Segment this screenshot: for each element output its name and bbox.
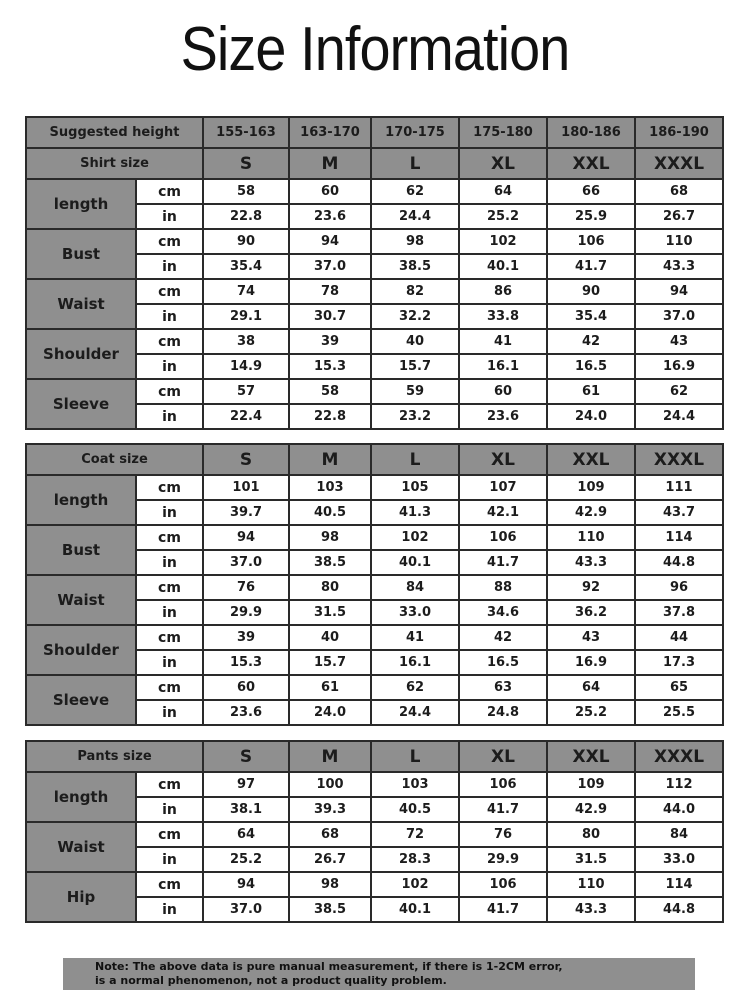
value-cell: 26.7 bbox=[635, 204, 723, 229]
unit-in: in bbox=[136, 797, 203, 822]
value-cell: 94 bbox=[203, 872, 289, 897]
value-cell: 64 bbox=[203, 822, 289, 847]
hip-label: Hip bbox=[26, 872, 136, 922]
shirt-size-table bbox=[25, 116, 724, 430]
value-cell: 37.0 bbox=[203, 897, 289, 922]
value-cell: 76 bbox=[459, 822, 547, 847]
unit-cm: cm bbox=[136, 475, 203, 500]
value-cell: 29.9 bbox=[203, 600, 289, 625]
value-cell: 68 bbox=[289, 822, 371, 847]
value-cell: 22.8 bbox=[203, 204, 289, 229]
measurement-note bbox=[63, 958, 695, 990]
coat-size-table bbox=[25, 443, 724, 726]
value-cell: 29.9 bbox=[459, 847, 547, 872]
value-cell: 22.4 bbox=[203, 404, 289, 429]
value-cell: 16.5 bbox=[459, 650, 547, 675]
value-cell: 44.8 bbox=[635, 550, 723, 575]
size-label: XL bbox=[459, 444, 547, 475]
value-cell: 16.5 bbox=[547, 354, 635, 379]
height-range: 175-180 bbox=[459, 117, 547, 148]
value-cell: 98 bbox=[289, 872, 371, 897]
value-cell: 41 bbox=[371, 625, 459, 650]
value-cell: 25.9 bbox=[547, 204, 635, 229]
size-label: S bbox=[203, 444, 289, 475]
value-cell: 65 bbox=[635, 675, 723, 700]
unit-cm: cm bbox=[136, 625, 203, 650]
table-row bbox=[26, 625, 723, 650]
value-cell: 68 bbox=[635, 179, 723, 204]
value-cell: 102 bbox=[459, 229, 547, 254]
value-cell: 28.3 bbox=[371, 847, 459, 872]
value-cell: 43.3 bbox=[547, 550, 635, 575]
height-range: 186-190 bbox=[635, 117, 723, 148]
value-cell: 58 bbox=[203, 179, 289, 204]
value-cell: 72 bbox=[371, 822, 459, 847]
size-label: XXL bbox=[547, 444, 635, 475]
unit-in: in bbox=[136, 354, 203, 379]
shoulder-label: Shoulder bbox=[26, 625, 136, 675]
table-row bbox=[26, 872, 723, 897]
size-label: S bbox=[203, 741, 289, 772]
table-row bbox=[26, 675, 723, 700]
unit-cm: cm bbox=[136, 822, 203, 847]
value-cell: 15.7 bbox=[371, 354, 459, 379]
value-cell: 90 bbox=[203, 229, 289, 254]
value-cell: 42 bbox=[547, 329, 635, 354]
value-cell: 64 bbox=[459, 179, 547, 204]
value-cell: 100 bbox=[289, 772, 371, 797]
bust-label: Bust bbox=[26, 229, 136, 279]
unit-cm: cm bbox=[136, 525, 203, 550]
size-label: XXL bbox=[547, 741, 635, 772]
height-range: 163-170 bbox=[289, 117, 371, 148]
unit-cm: cm bbox=[136, 575, 203, 600]
value-cell: 23.6 bbox=[459, 404, 547, 429]
size-label: XL bbox=[459, 148, 547, 179]
value-cell: 60 bbox=[203, 675, 289, 700]
value-cell: 15.3 bbox=[203, 650, 289, 675]
value-cell: 44.8 bbox=[635, 897, 723, 922]
table-row bbox=[26, 772, 723, 797]
coat-size-label: Coat size bbox=[26, 444, 203, 475]
value-cell: 97 bbox=[203, 772, 289, 797]
value-cell: 37.0 bbox=[635, 304, 723, 329]
value-cell: 39.3 bbox=[289, 797, 371, 822]
unit-cm: cm bbox=[136, 379, 203, 404]
table-row bbox=[26, 279, 723, 304]
value-cell: 42.1 bbox=[459, 500, 547, 525]
value-cell: 40.1 bbox=[371, 550, 459, 575]
value-cell: 40.1 bbox=[371, 897, 459, 922]
value-cell: 25.2 bbox=[203, 847, 289, 872]
value-cell: 23.6 bbox=[289, 204, 371, 229]
length-label: length bbox=[26, 772, 136, 822]
note-line-2: is a normal phenomenon, not a product quality problem. bbox=[95, 974, 447, 987]
value-cell: 38.1 bbox=[203, 797, 289, 822]
value-cell: 22.8 bbox=[289, 404, 371, 429]
value-cell: 38.5 bbox=[371, 254, 459, 279]
unit-in: in bbox=[136, 550, 203, 575]
value-cell: 96 bbox=[635, 575, 723, 600]
sleeve-label: Sleeve bbox=[26, 675, 136, 725]
value-cell: 98 bbox=[289, 525, 371, 550]
value-cell: 88 bbox=[459, 575, 547, 600]
value-cell: 23.2 bbox=[371, 404, 459, 429]
unit-in: in bbox=[136, 304, 203, 329]
table-row bbox=[26, 329, 723, 354]
value-cell: 110 bbox=[547, 525, 635, 550]
value-cell: 41.3 bbox=[371, 500, 459, 525]
unit-in: in bbox=[136, 700, 203, 725]
height-range: 170-175 bbox=[371, 117, 459, 148]
value-cell: 33.0 bbox=[635, 847, 723, 872]
value-cell: 24.0 bbox=[547, 404, 635, 429]
value-cell: 60 bbox=[289, 179, 371, 204]
value-cell: 24.4 bbox=[371, 204, 459, 229]
value-cell: 80 bbox=[547, 822, 635, 847]
value-cell: 23.6 bbox=[203, 700, 289, 725]
value-cell: 94 bbox=[203, 525, 289, 550]
value-cell: 62 bbox=[371, 675, 459, 700]
value-cell: 41 bbox=[459, 329, 547, 354]
value-cell: 31.5 bbox=[547, 847, 635, 872]
value-cell: 103 bbox=[371, 772, 459, 797]
value-cell: 41.7 bbox=[459, 550, 547, 575]
value-cell: 25.2 bbox=[459, 204, 547, 229]
value-cell: 33.8 bbox=[459, 304, 547, 329]
unit-cm: cm bbox=[136, 179, 203, 204]
value-cell: 60 bbox=[459, 379, 547, 404]
value-cell: 16.1 bbox=[371, 650, 459, 675]
unit-in: in bbox=[136, 500, 203, 525]
value-cell: 15.7 bbox=[289, 650, 371, 675]
shirt-size-label: Shirt size bbox=[26, 148, 203, 179]
unit-cm: cm bbox=[136, 279, 203, 304]
value-cell: 80 bbox=[289, 575, 371, 600]
value-cell: 15.3 bbox=[289, 354, 371, 379]
height-range: 155-163 bbox=[203, 117, 289, 148]
value-cell: 106 bbox=[547, 229, 635, 254]
value-cell: 14.9 bbox=[203, 354, 289, 379]
unit-cm: cm bbox=[136, 772, 203, 797]
waist-label: Waist bbox=[26, 575, 136, 625]
value-cell: 84 bbox=[371, 575, 459, 600]
value-cell: 66 bbox=[547, 179, 635, 204]
value-cell: 32.2 bbox=[371, 304, 459, 329]
value-cell: 40.5 bbox=[289, 500, 371, 525]
size-label: L bbox=[371, 741, 459, 772]
value-cell: 62 bbox=[635, 379, 723, 404]
size-label: L bbox=[371, 148, 459, 179]
value-cell: 110 bbox=[547, 872, 635, 897]
value-cell: 42 bbox=[459, 625, 547, 650]
value-cell: 41.7 bbox=[547, 254, 635, 279]
height-row bbox=[26, 117, 723, 148]
value-cell: 40.5 bbox=[371, 797, 459, 822]
size-label: S bbox=[203, 148, 289, 179]
unit-in: in bbox=[136, 600, 203, 625]
value-cell: 106 bbox=[459, 525, 547, 550]
waist-label: Waist bbox=[26, 279, 136, 329]
value-cell: 41.7 bbox=[459, 797, 547, 822]
value-cell: 43 bbox=[547, 625, 635, 650]
value-cell: 42.9 bbox=[547, 797, 635, 822]
unit-in: in bbox=[136, 650, 203, 675]
value-cell: 57 bbox=[203, 379, 289, 404]
height-label: Suggested height bbox=[26, 117, 203, 148]
value-cell: 102 bbox=[371, 525, 459, 550]
bust-label: Bust bbox=[26, 525, 136, 575]
unit-cm: cm bbox=[136, 229, 203, 254]
sleeve-label: Sleeve bbox=[26, 379, 136, 429]
unit-in: in bbox=[136, 897, 203, 922]
value-cell: 78 bbox=[289, 279, 371, 304]
value-cell: 24.0 bbox=[289, 700, 371, 725]
value-cell: 37.8 bbox=[635, 600, 723, 625]
value-cell: 107 bbox=[459, 475, 547, 500]
size-header-row bbox=[26, 444, 723, 475]
value-cell: 16.1 bbox=[459, 354, 547, 379]
size-header-row bbox=[26, 741, 723, 772]
value-cell: 62 bbox=[371, 179, 459, 204]
unit-cm: cm bbox=[136, 675, 203, 700]
page-title: Size Information bbox=[180, 15, 570, 84]
value-cell: 106 bbox=[459, 872, 547, 897]
value-cell: 40 bbox=[289, 625, 371, 650]
value-cell: 31.5 bbox=[289, 600, 371, 625]
value-cell: 102 bbox=[371, 872, 459, 897]
value-cell: 43.3 bbox=[547, 897, 635, 922]
value-cell: 61 bbox=[547, 379, 635, 404]
value-cell: 86 bbox=[459, 279, 547, 304]
value-cell: 106 bbox=[459, 772, 547, 797]
value-cell: 112 bbox=[635, 772, 723, 797]
value-cell: 37.0 bbox=[289, 254, 371, 279]
table-row bbox=[26, 525, 723, 550]
unit-cm: cm bbox=[136, 329, 203, 354]
value-cell: 25.5 bbox=[635, 700, 723, 725]
size-label: L bbox=[371, 444, 459, 475]
table-row bbox=[26, 179, 723, 204]
pants-size-table bbox=[25, 740, 724, 923]
pants-size-label: Pants size bbox=[26, 741, 203, 772]
value-cell: 35.4 bbox=[547, 304, 635, 329]
unit-in: in bbox=[136, 204, 203, 229]
value-cell: 43.7 bbox=[635, 500, 723, 525]
waist-label: Waist bbox=[26, 822, 136, 872]
value-cell: 40.1 bbox=[459, 254, 547, 279]
size-header-row bbox=[26, 148, 723, 179]
value-cell: 38.5 bbox=[289, 550, 371, 575]
size-label: XXXL bbox=[635, 148, 723, 179]
value-cell: 94 bbox=[635, 279, 723, 304]
table-row bbox=[26, 575, 723, 600]
value-cell: 94 bbox=[289, 229, 371, 254]
value-cell: 42.9 bbox=[547, 500, 635, 525]
shoulder-label: Shoulder bbox=[26, 329, 136, 379]
value-cell: 43.3 bbox=[635, 254, 723, 279]
value-cell: 105 bbox=[371, 475, 459, 500]
size-label: XL bbox=[459, 741, 547, 772]
size-label: M bbox=[289, 148, 371, 179]
value-cell: 76 bbox=[203, 575, 289, 600]
value-cell: 24.8 bbox=[459, 700, 547, 725]
value-cell: 39 bbox=[289, 329, 371, 354]
value-cell: 74 bbox=[203, 279, 289, 304]
value-cell: 17.3 bbox=[635, 650, 723, 675]
value-cell: 39.7 bbox=[203, 500, 289, 525]
size-label: XXL bbox=[547, 148, 635, 179]
value-cell: 109 bbox=[547, 772, 635, 797]
value-cell: 38.5 bbox=[289, 897, 371, 922]
value-cell: 39 bbox=[203, 625, 289, 650]
unit-cm: cm bbox=[136, 872, 203, 897]
value-cell: 63 bbox=[459, 675, 547, 700]
value-cell: 38 bbox=[203, 329, 289, 354]
value-cell: 110 bbox=[635, 229, 723, 254]
value-cell: 90 bbox=[547, 279, 635, 304]
value-cell: 25.2 bbox=[547, 700, 635, 725]
value-cell: 41.7 bbox=[459, 897, 547, 922]
value-cell: 43 bbox=[635, 329, 723, 354]
length-label: length bbox=[26, 179, 136, 229]
table-row bbox=[26, 475, 723, 500]
value-cell: 36.2 bbox=[547, 600, 635, 625]
value-cell: 111 bbox=[635, 475, 723, 500]
value-cell: 35.4 bbox=[203, 254, 289, 279]
value-cell: 30.7 bbox=[289, 304, 371, 329]
value-cell: 82 bbox=[371, 279, 459, 304]
unit-in: in bbox=[136, 404, 203, 429]
value-cell: 29.1 bbox=[203, 304, 289, 329]
value-cell: 59 bbox=[371, 379, 459, 404]
value-cell: 101 bbox=[203, 475, 289, 500]
value-cell: 64 bbox=[547, 675, 635, 700]
size-label: XXXL bbox=[635, 741, 723, 772]
value-cell: 103 bbox=[289, 475, 371, 500]
size-label: M bbox=[289, 444, 371, 475]
length-label: length bbox=[26, 475, 136, 525]
value-cell: 24.4 bbox=[635, 404, 723, 429]
value-cell: 61 bbox=[289, 675, 371, 700]
value-cell: 40 bbox=[371, 329, 459, 354]
table-row bbox=[26, 229, 723, 254]
value-cell: 114 bbox=[635, 525, 723, 550]
value-cell: 37.0 bbox=[203, 550, 289, 575]
value-cell: 44 bbox=[635, 625, 723, 650]
value-cell: 16.9 bbox=[635, 354, 723, 379]
height-range: 180-186 bbox=[547, 117, 635, 148]
value-cell: 26.7 bbox=[289, 847, 371, 872]
note-line-1: Note: The above data is pure manual measurement, if there is 1-2CM error, bbox=[95, 960, 563, 973]
value-cell: 109 bbox=[547, 475, 635, 500]
table-row bbox=[26, 379, 723, 404]
value-cell: 16.9 bbox=[547, 650, 635, 675]
value-cell: 44.0 bbox=[635, 797, 723, 822]
value-cell: 114 bbox=[635, 872, 723, 897]
value-cell: 58 bbox=[289, 379, 371, 404]
value-cell: 34.6 bbox=[459, 600, 547, 625]
value-cell: 92 bbox=[547, 575, 635, 600]
value-cell: 33.0 bbox=[371, 600, 459, 625]
unit-in: in bbox=[136, 847, 203, 872]
value-cell: 24.4 bbox=[371, 700, 459, 725]
unit-in: in bbox=[136, 254, 203, 279]
value-cell: 98 bbox=[371, 229, 459, 254]
table-row bbox=[26, 822, 723, 847]
value-cell: 84 bbox=[635, 822, 723, 847]
size-label: XXXL bbox=[635, 444, 723, 475]
size-label: M bbox=[289, 741, 371, 772]
